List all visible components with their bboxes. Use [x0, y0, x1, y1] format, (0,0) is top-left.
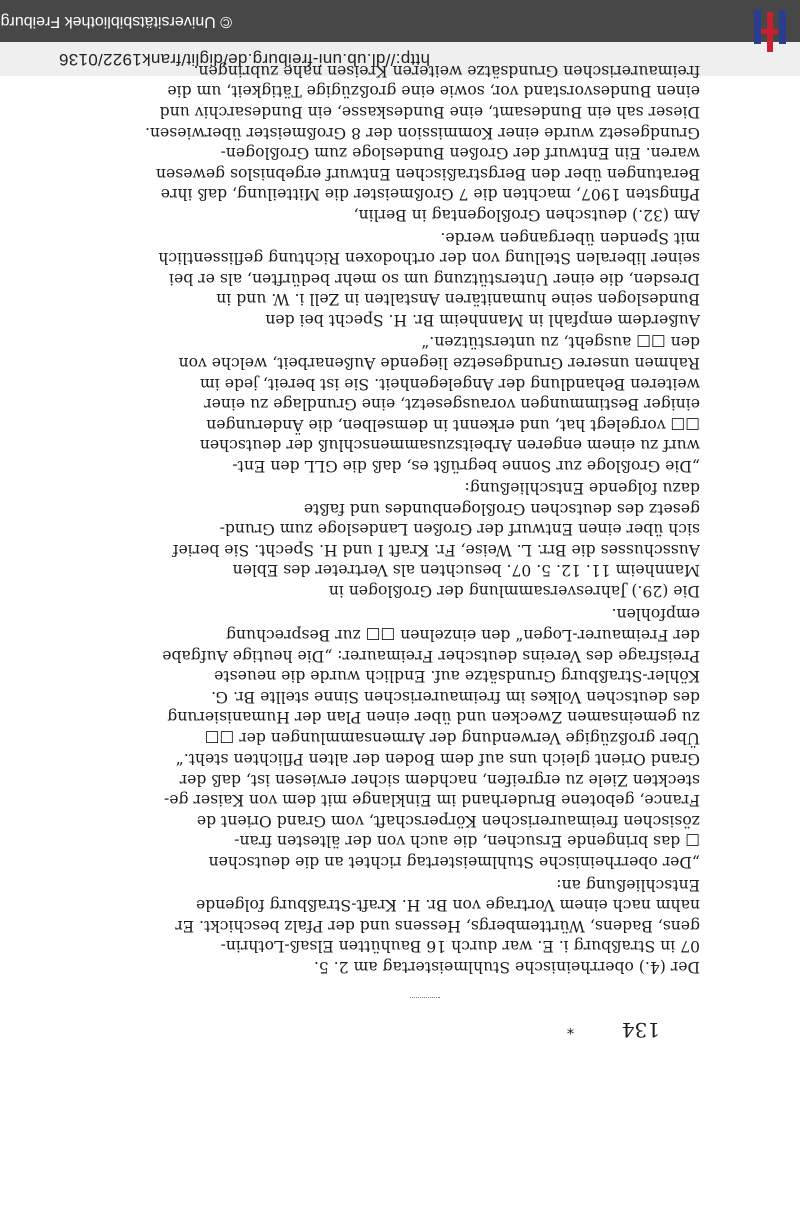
text-line: □□ vorgelegt hat, und erkennt in demselben, die Änderungen: [206, 415, 700, 434]
text-line: Außerdem empfahl in Mannheim Br. H. Specht bei den: [265, 311, 700, 329]
university-library-logo-icon: [740, 0, 800, 56]
paragraph-5: [90, 332, 700, 476]
text-line: Rahmen unserer Grundgesetze liegende Außenarbeit, welche von: [178, 354, 700, 373]
paragraph-4: [90, 477, 700, 601]
text-line: freimaurerischen Grundsätze weiteren Kreisen nahe zubringen.: [193, 61, 700, 80]
page-number: 134: [621, 1018, 660, 1042]
text-line: steckten Ziele zu ergreifen, nachdem sicher erwiesen ist, daß der: [179, 770, 700, 789]
paragraph-6: [90, 227, 700, 330]
text-line: □ das bringende Ersuchen, die auch von der ältesten fran-: [234, 832, 700, 851]
text-line: seiner liberalen Stellung von der orthodoxen Richtung geflissentlich: [158, 249, 700, 268]
text-line: der Freimaurer-Logen“ den einzelnen □□ zur Besprechung: [225, 626, 700, 645]
text-line: France, gebotene Bruderhand im Einklange mit dem von Kaiser ge-: [163, 791, 700, 810]
paragraph-2: [90, 748, 700, 872]
text-line: mit Spenden übergangen werde.: [440, 228, 700, 247]
text-line: Dieser sah ein Bundesamt, eine Bundeskasse, ein Bundesarchiv und: [159, 103, 700, 122]
text-line: nahm nach einem Vortrage von Br. H. Kraft-Straßburg folgende: [196, 896, 700, 915]
text-line: Köhler-Straßburg Grundsätze auf. Endlich wurde die neueste: [214, 667, 700, 686]
text-line: zösischen freimaurerischen Körperschaft, vom Grand Orient de: [196, 811, 700, 830]
section-divider: [410, 997, 440, 998]
text-line: wurf zu einem engeren Arbeitszusammenschluß der deutschen: [199, 436, 700, 455]
text-line: Die (29.) Jahresversammlung der Großlogen in: [328, 582, 700, 600]
document-url[interactable]: http://dl.ub.uni-freiburg.de/diglit/frank1922/0136: [58, 50, 430, 69]
text-line: Über großzügige Verwendung der Armensammlungen der □□: [204, 729, 700, 747]
text-line: Am (32.) deutschen Großlogentag in Berlin,: [353, 206, 700, 224]
copyright-notice: © Universitätsbibliothek Freiburg: [0, 13, 232, 30]
text-line: „Die Großloge zur Sonne begrüßt es, daß die GLL den Ent-: [232, 457, 700, 475]
text-line: gens, Badens, Württembergs, Hessens und der Pfalz beschickt. Er: [175, 916, 700, 935]
paragraph-1: [90, 874, 700, 977]
text-line: weiteren Behandlung der Angelegenheit. Sie ist bereit, jede im: [200, 374, 700, 393]
text-line: dazu folgende Entschließung:: [464, 479, 700, 498]
text-line: Mannheim 11. 12. 5. 07. besuchten als Vertreter des Eblen: [232, 561, 700, 580]
text-line: Bundeslogen seine humanitären Anstalten in Zell i. W. und in: [216, 290, 700, 309]
text-line: Der (4.) oberrheinische Stuhlmeistertag am 2. 5.: [313, 958, 700, 976]
text-line: waren. Ein Entwurf der Großen Bundesloge zum Großlogen-: [220, 144, 700, 163]
text-line: Beratungen über den Bergstraßischen Entwurf ergebnislos gewesen: [156, 164, 700, 183]
text-line: gesetz des deutschen Großlogenbundes und faßte: [303, 499, 700, 518]
text-line: des deutschen Volkes im freimaurerischen Sinne stellte Br. G.: [211, 687, 700, 706]
paragraph-7: [90, 60, 700, 225]
text-line: Ausschusses die Brr. L. Weise, Fr. Kraft I und H. Specht. Sie berief: [172, 540, 700, 559]
text-line: Preisfrage des Vereins deutscher Freimaurer: „Die heutige Aufgabe: [162, 646, 700, 665]
text-line: empfohlen.: [611, 605, 700, 624]
text-line: sich über einen Entwurf der Großen Landesloge zum Grund-: [219, 520, 700, 539]
text-line: Pfingsten 1907, machten die 7 Großmeister die Mitteilung, daß ihre: [160, 185, 700, 204]
text-line: einiger Bestimmungen vorausgesetzt, eine Grundlage zu einer: [204, 395, 700, 414]
text-line: zu gemeinsamen Zwecken und über einen Plan der Humanisierung: [167, 708, 700, 727]
paragraph-3: [90, 604, 700, 748]
text-line: 07 in Straßburg i. E. war durch 16 Bauhütten Elsaß-Lothrin-: [220, 937, 700, 956]
text-line: „Der oberrheinische Stuhlmeistertag richtet an die deutschen: [208, 853, 700, 871]
text-line: Grand Orient gleich uns auf dem Boden der alten Pflichten steht.“: [175, 750, 700, 769]
text-line: den □□ ausgeht, zu unterstützen.“: [421, 333, 700, 352]
text-line: Entschließung an:: [556, 875, 700, 894]
page-marker: *: [567, 1020, 574, 1036]
text-line: einen Bundesvorstand vor, sowie eine großzügige Tätigkeit, um die: [167, 82, 700, 101]
text-line: Dresden, die einer Unterstützung um so mehr bedürften, als er bei: [169, 269, 700, 288]
text-line: Grundgesetz wurde einer Kommission der 8 Großmeister überwiesen.: [145, 123, 700, 142]
